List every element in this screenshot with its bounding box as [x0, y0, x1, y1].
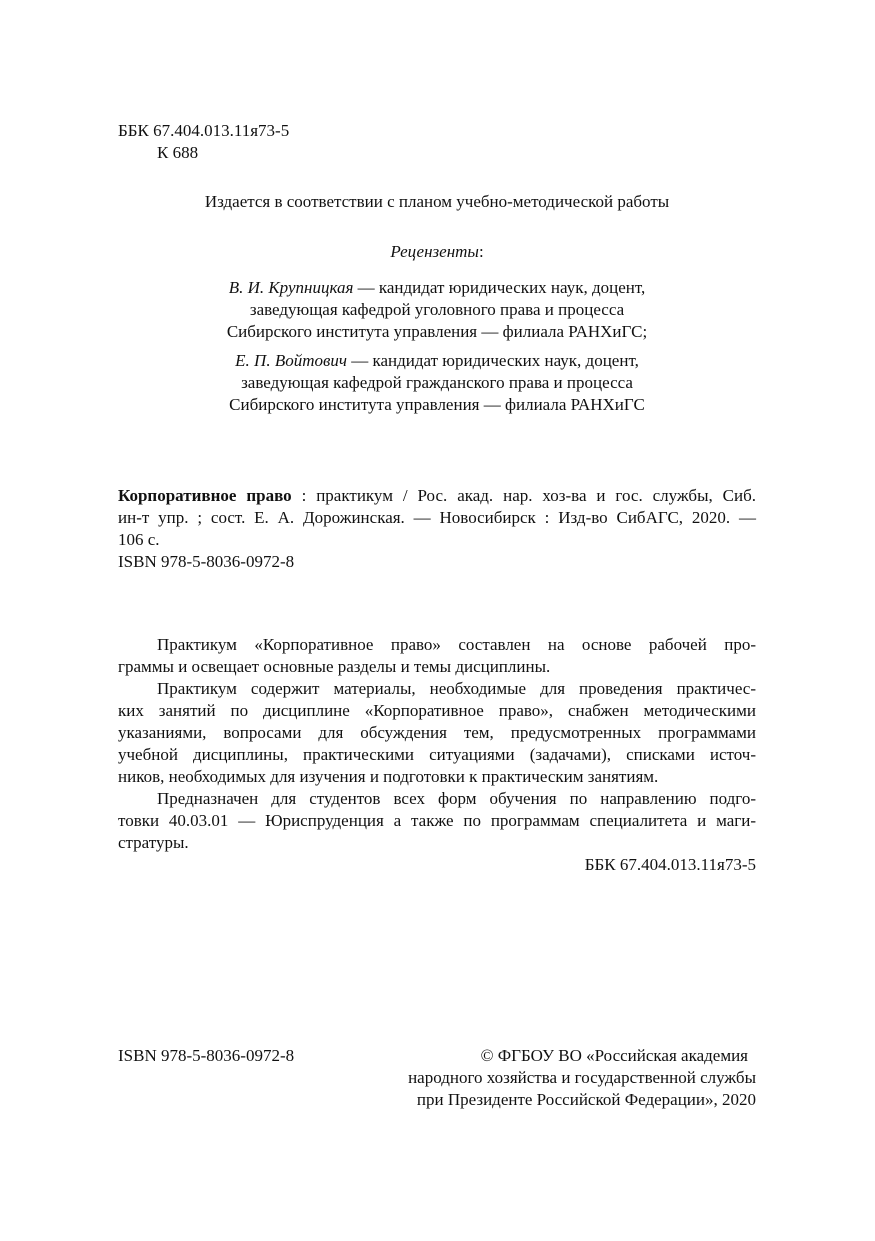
reviewers-heading-colon: :	[478, 242, 484, 261]
reviewer-1-degree: — кандидат юридических наук, доцент,	[353, 278, 646, 297]
reviewer-2-line1	[118, 350, 756, 372]
abstract-bbk: ББК 67.404.013.11я73-5	[584, 855, 756, 874]
biblio-isbn: ISBN 978-5-8036-0972-8	[118, 552, 295, 571]
abstract-p2-line2: ких занятий по дисциплине «Корпоративное право», снабжен методическими	[118, 701, 756, 720]
reviewer-1-name: В. И. Крупницкая	[228, 278, 354, 297]
abstract-p2-line4: учебной дисциплины, практическими ситуациями (задачами), списками источ-	[118, 745, 756, 764]
reviewer-1-line1	[118, 277, 756, 299]
abstract-p3-line3: стратуры.	[118, 833, 189, 852]
abstract-p3-line1: Предназначен для студентов всех форм обучения по направлению подго-	[157, 789, 756, 808]
reviewer-2-line2: заведующая кафедрой гражданского права и процесса	[241, 373, 633, 392]
biblio-line1	[118, 485, 756, 507]
reviewer-1-line2: заведующая кафедрой уголовного права и процесса	[249, 300, 625, 319]
abstract-p2-line3: указаниями, вопросами для обсуждения тем, предусмотренных программами	[118, 723, 756, 742]
biblio-line1-rest: : практикум / Рос. акад. нар. хоз-ва и гос. службы, Сиб.	[291, 486, 757, 505]
author-mark-code: К 688	[157, 143, 199, 162]
reviewer-2-degree: — кандидат юридических наук, доцент,	[346, 351, 639, 370]
copyright-line2: народного хозяйства и государственной службы	[408, 1068, 756, 1087]
publication-note: Издается в соответствии с планом учебно-методической работы	[204, 192, 670, 211]
bbk-index: ББК 67.404.013.11я73-5	[118, 121, 290, 140]
biblio-pages: 106 с.	[118, 530, 160, 549]
reviewer-2-line3: Сибирского института управления — филиала РАНХиГС	[229, 395, 645, 414]
abstract-p3-line2: товки 40.03.01 — Юриспруденция а также по программам специалитета и маги-	[118, 811, 756, 830]
footer-isbn: ISBN 978-5-8036-0972-8	[118, 1046, 295, 1065]
abstract-p1-line1: Практикум «Корпоративное право» составлен на основе рабочей про-	[157, 635, 756, 654]
book-title: Корпоративное право	[118, 486, 292, 505]
copyright-line3: при Президенте Российской Федерации», 2020	[416, 1090, 756, 1109]
abstract-p2-line5: ников, необходимых для изучения и подготовки к практическим занятиям.	[118, 767, 659, 786]
reviewers-heading	[118, 241, 756, 263]
reviewer-2-name: Е. П. Войтович	[235, 351, 347, 370]
abstract-p2-line1: Практикум содержит материалы, необходимые для проведения практичес-	[157, 679, 756, 698]
biblio-line2: ин-т упр. ; сост. Е. А. Дорожинская. — Новосибирск : Изд-во СибАГС, 2020. —	[118, 508, 756, 527]
abstract-p1-line2: граммы и освещает основные разделы и темы дисциплины.	[118, 657, 551, 676]
copyright-line1: © ФГБОУ ВО «Российская академия	[480, 1046, 748, 1065]
reviewers-heading-text: Рецензенты	[390, 242, 479, 261]
reviewer-1-line3: Сибирского института управления — филиала РАНХиГС;	[226, 322, 648, 341]
